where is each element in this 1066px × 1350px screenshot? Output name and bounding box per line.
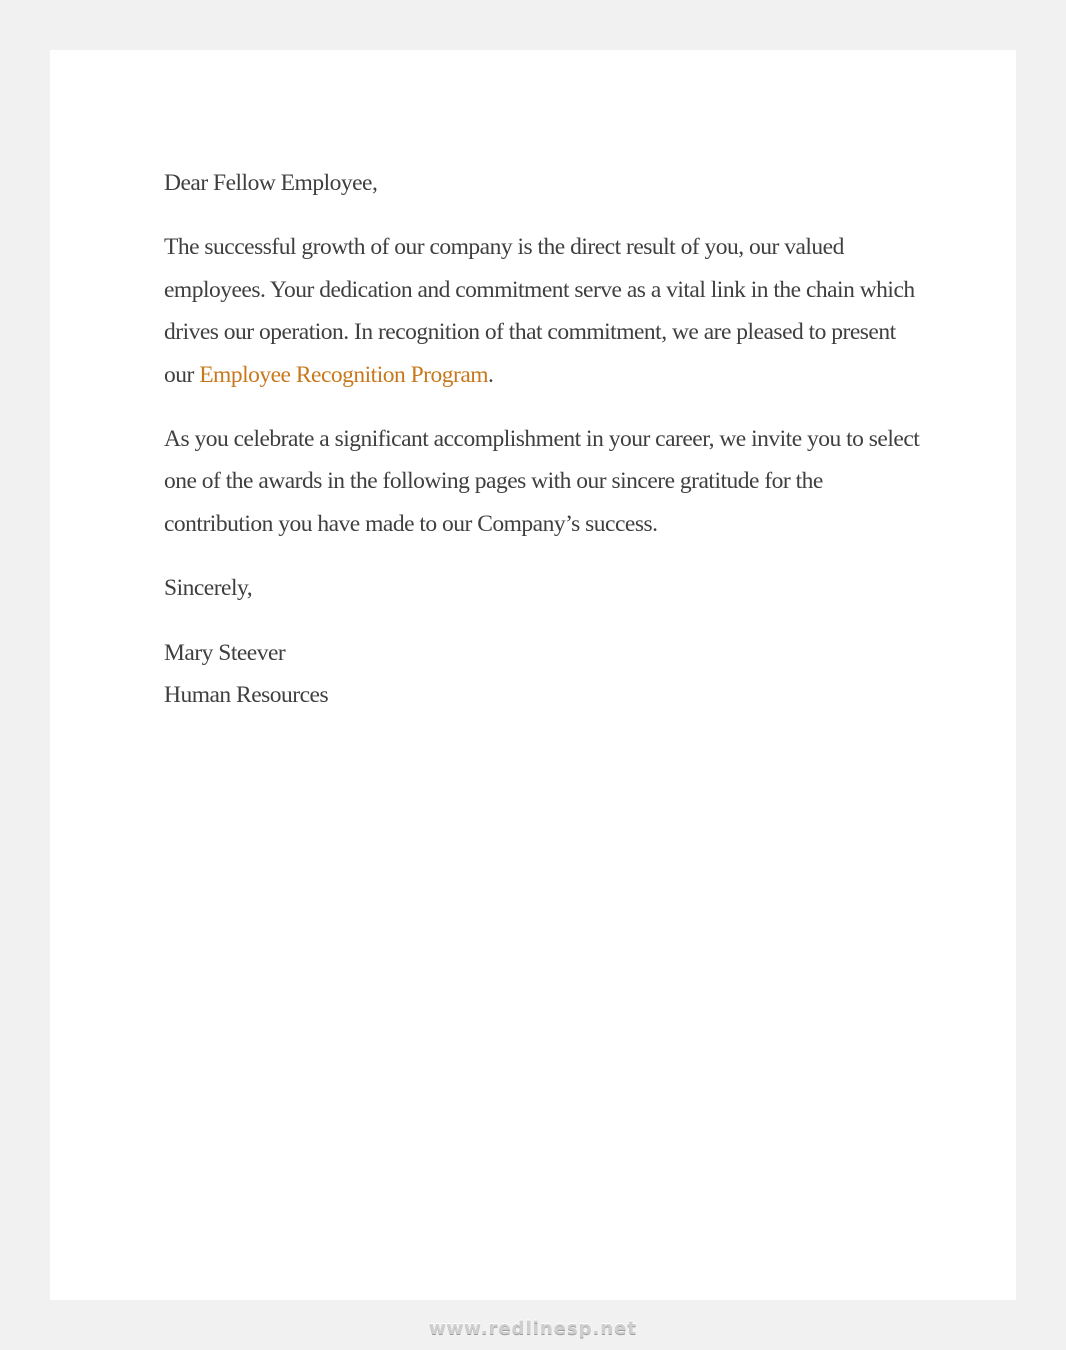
watermark: www.redlinesp.net [429, 1318, 637, 1339]
paragraph-intro-text: The successful growth of our company is the direct result of you, our valued employees. Your dedication and commitment serve as a vital link in the chain which drives our operation. In recognition of that commitment, we are pleased to present our [164, 234, 915, 388]
closing: Sincerely, [164, 575, 253, 602]
program-name-highlight: Employee Recognition Program [199, 361, 489, 388]
signer-name: Mary Steever [164, 639, 286, 666]
paragraph-invitation: As you celebrate a significant accomplishment in your career, we invite you to select one of the awards in the following pages with our sincere gratitude for the contribution you have made to our Company’s success. [164, 426, 920, 537]
paragraph-intro-end: . [488, 361, 494, 388]
paragraph-intro [164, 226, 924, 396]
letter-body [164, 162, 924, 738]
letter-page [50, 50, 1016, 1300]
salutation: Dear Fellow Employee, [164, 170, 378, 196]
signature-block [164, 632, 924, 717]
signer-department: Human Resources [164, 682, 329, 709]
